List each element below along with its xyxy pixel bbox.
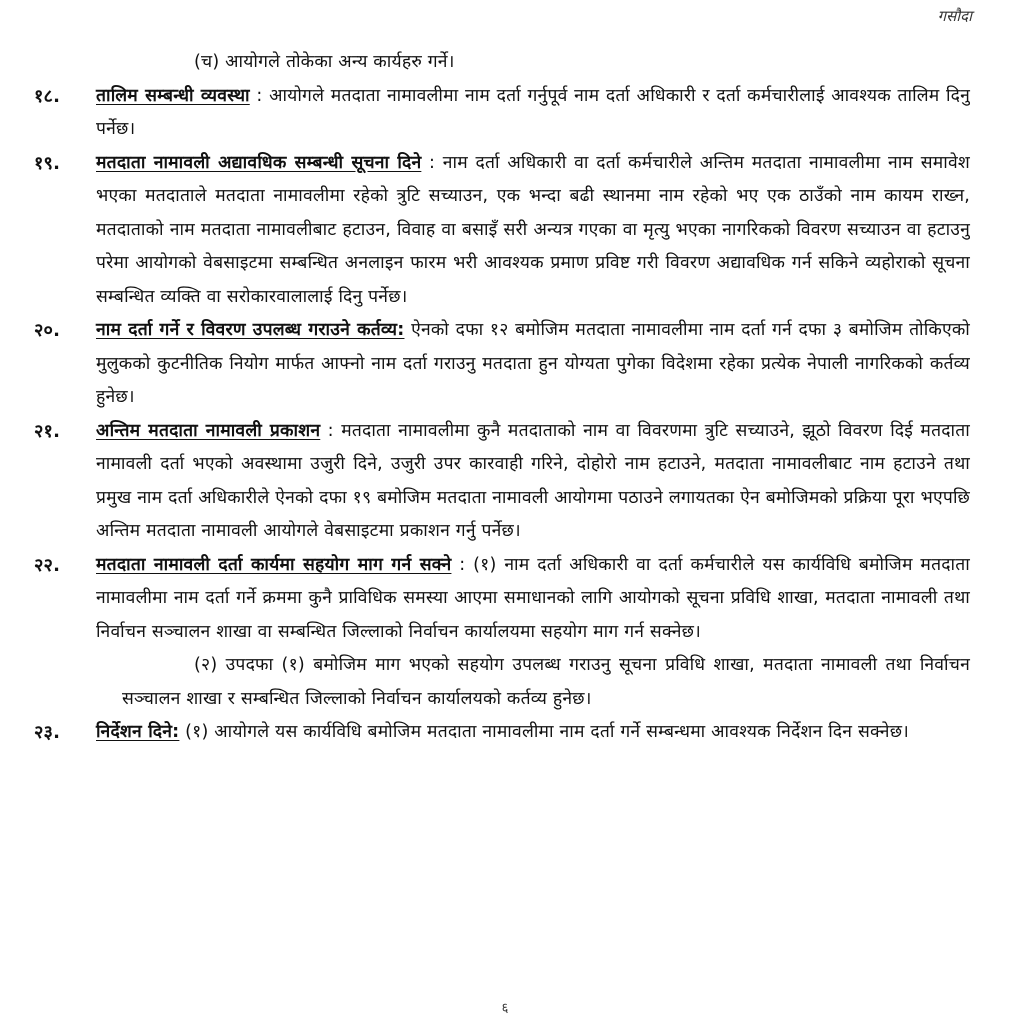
clause-separator: : <box>249 85 270 106</box>
clause-heading: मतदाता नामावली दर्ता कार्यमा सहयोग माग गर्न सक्ने <box>96 554 452 575</box>
page-number: ६ <box>501 1001 509 1016</box>
clause-body: ऐनको दफा १२ बमोजिम मतदाता नामावलीमा नाम दर्ता गर्न दफा ३ बमोजिम तोकिएको मुलुकको कुटनीतिक नियोग मार्फत आफ्नो नाम दर्ता गराउनु मतदाता हुन योग्यता पुगेका विदेशमा रहेका प्रत्येक नेपाली नागरिकको कर्तव्य हुनेछ। <box>96 320 971 407</box>
draft-mark: गसौदा <box>937 7 972 25</box>
clause-22 <box>34 549 970 650</box>
clause-body: (१) नाम दर्ता अधिकारी वा दर्ता कर्मचारीले यस कार्यविधि बमोजिम मतदाता नामावलीमा नाम दर्ता गर्ने क्रममा कुनै प्राविधिक समस्या आएमा समाधानको लागि आयोगको सूचना प्रविधि शाखा, मतदाता नामावली तथा निर्वाचन सञ्चालन शाखा वा सम्बन्धित जिल्लाको निर्वाचन कार्यालयमा सहयोग माग गर्न सक्नेछ। <box>96 554 970 642</box>
clause-heading: निर्देशन दिने: <box>96 722 180 742</box>
clause-22-subparagraph: (२) उपदफा (१) बमोजिम माग भएको सहयोग उपलब्ध गराउनु सूचना प्रविधि शाखा, मतदाता नामावली तथा निर्वाचन सञ्चालन शाखा र सम्बन्धित जिल्लाको निर्वाचन कार्यालयको कर्तव्य हुनेछ। <box>122 655 970 709</box>
clause-heading: तालिम सम्बन्धी व्यवस्था <box>96 85 250 106</box>
clause-19 <box>34 147 970 315</box>
clause-body: आयोगले मतदाता नामावलीमा नाम दर्ता गर्नुपूर्व नाम दर्ता अधिकारी र दर्ता कर्मचारीलाई आवश्यक तालिम दिनु पर्नेछ। <box>96 85 970 139</box>
clause-number: १९. <box>34 152 61 174</box>
clause-23 <box>34 716 970 750</box>
clause-18 <box>34 80 970 147</box>
clause-number: २२. <box>34 554 61 576</box>
clause-separator: : <box>320 420 342 441</box>
intro-line: (च) आयोगले तोकेका अन्य कार्यहरु गर्ने। <box>194 52 455 72</box>
clause-heading: मतदाता नामावली अद्यावधिक सम्बन्धी सूचना दिने <box>96 152 422 173</box>
clause-body: नाम दर्ता अधिकारी वा दर्ता कर्मचारीले अन्तिम मतदाता नामावलीमा नाम समावेश भएका मतदाताले मतदाता नामावलीमा रहेको त्रुटि सच्याउन, एक भन्दा बढी स्थानमा नाम रहेको भए एक ठाउँको नाम कायम राख्न, मतदाताको नाम मतदाता नामावलीबाट हटाउन, विवाह वा बसाइँ सरी अन्यत्र गएका वा मृत्यु भएका नागरिकको विवरण सच्याउन वा हटाउनु परेमा आयोगको वेबसाइटमा सम्बन्धित अनलाइन फारम भरी आवश्यक प्रमाण प्रविष्ट गरी विवरण अद्यावधिक गर्न सकिने व्यहोराको सूचना सम्बन्धित व्यक्ति वा सरोकारवालालाई दिनु पर्नेछ। <box>96 152 970 307</box>
clause-separator: : <box>421 152 443 173</box>
clause-number: १८. <box>34 85 61 107</box>
clause-number: २३. <box>34 722 61 743</box>
document-body <box>34 46 970 750</box>
clause-heading: नाम दर्ता गर्ने र विवरण उपलब्ध गराउने कर्तव्य: <box>96 320 405 340</box>
clause-separator: : <box>451 554 474 575</box>
clause-20 <box>34 314 970 415</box>
clause-body: (१) आयोगले यस कार्यविधि बमोजिम मतदाता नामावलीमा नाम दर्ता गर्ने सम्बन्धमा आवश्यक निर्देशन दिन सक्नेछ। <box>185 722 909 742</box>
clause-number: २१. <box>34 420 61 442</box>
clause-number: २०. <box>34 320 61 341</box>
clause-body: मतदाता नामावलीमा कुनै मतदाताको नाम वा विवरणमा त्रुटि सच्याउने, झूठो विवरण दिई मतदाता नामावली दर्ता भएको अवस्थामा उजुरी दिने, उजुरी उपर कारवाही गरिने, दोहोरो नाम हटाउने, मतदाता नामावलीबाट नाम हटाउने तथा प्रमुख नाम दर्ता अधिकारीले ऐनको दफा १९ बमोजिम मतदाता नामावली आयोगमा पठाउने लगायतका ऐन बमोजिमको प्रक्रिया पूरा भएपछि अन्तिम मतदाता नामावली आयोगले वेबसाइटमा प्रकाशन गर्नु पर्नेछ। <box>96 420 970 541</box>
clause-heading: अन्तिम मतदाता नामावली प्रकाशन <box>96 420 321 441</box>
clause-21 <box>34 415 970 549</box>
